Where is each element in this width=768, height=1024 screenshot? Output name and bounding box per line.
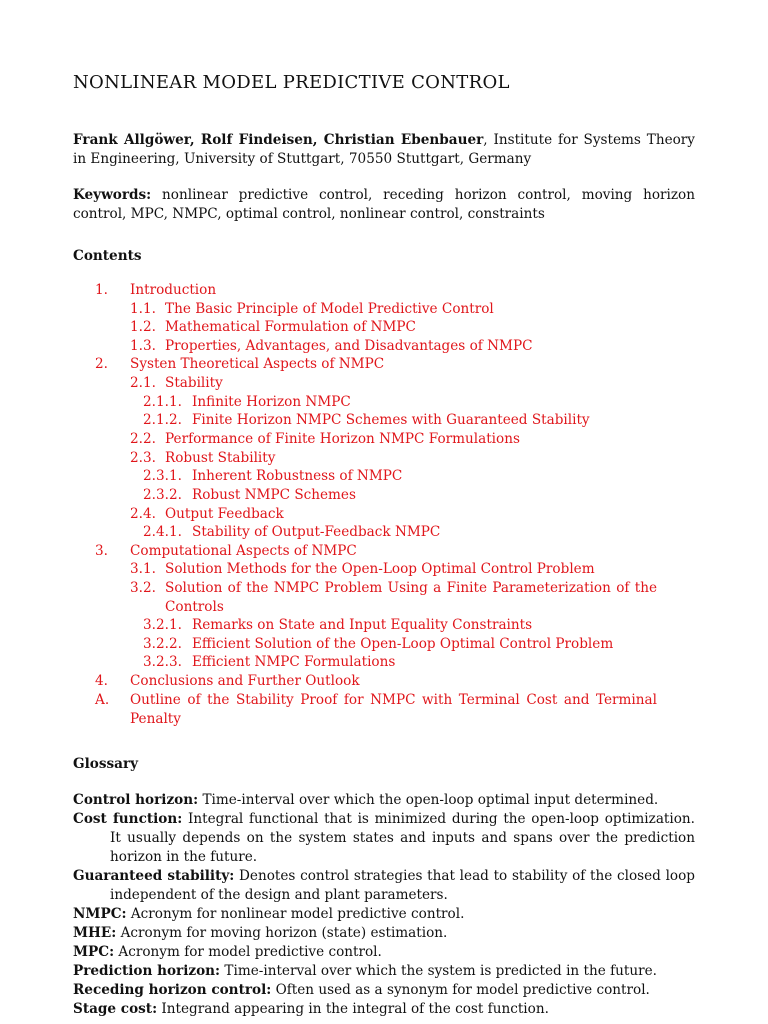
toc-item[interactable]: 2.1.2. Finite Horizon NMPC Schemes with Guaranteed Stability bbox=[143, 412, 590, 428]
author-block bbox=[73, 131, 695, 169]
toc-item[interactable]: 2.1.1. Infinite Horizon NMPC bbox=[143, 394, 351, 410]
glossary-entry: Cost function: Integral functional that is minimized during the open-loop optimization. It usually depends on the system states and inputs and spans over the prediction horizon in the future. bbox=[73, 811, 695, 865]
toc-item[interactable]: 3.1. Solution Methods for the Open-Loop Optimal Control Problem bbox=[130, 561, 595, 577]
toc-item[interactable]: 2. Systen Theoretical Aspects of NMPC bbox=[95, 356, 385, 372]
contents-heading: Contents bbox=[73, 248, 142, 264]
paper-title: NONLINEAR MODEL PREDICTIVE CONTROL bbox=[73, 72, 510, 93]
toc-item[interactable]: 2.4. Output Feedback bbox=[130, 506, 284, 522]
toc-item[interactable]: 1.2. Mathematical Formulation of NMPC bbox=[130, 319, 416, 335]
toc-item[interactable]: 1.3. Properties, Advantages, and Disadvantages of NMPC bbox=[130, 338, 533, 354]
glossary-entry: Stage cost: Integrand appearing in the integral of the cost function. bbox=[73, 1001, 549, 1017]
toc-item[interactable]: 2.3. Robust Stability bbox=[130, 450, 276, 466]
glossary-entry: MPC: Acronym for model predictive control. bbox=[73, 944, 382, 960]
toc-item[interactable]: 2.3.2. Robust NMPC Schemes bbox=[143, 487, 356, 503]
toc-item[interactable]: 3.2.2. Efficient Solution of the Open-Loop Optimal Control Problem bbox=[143, 636, 614, 652]
keywords-text: nonlinear predictive control, receding horizon control, moving horizon control, MPC, NMPC, optimal control, nonlinear control, constraints bbox=[73, 187, 695, 222]
toc-item[interactable]: 2.1. Stability bbox=[130, 375, 223, 391]
glossary-entry: Guaranteed stability: Denotes control strategies that lead to stability of the closed loop independent of the design and plant parameters. bbox=[73, 868, 695, 903]
toc-item[interactable]: 3.2.1. Remarks on State and Input Equality Constraints bbox=[143, 617, 533, 633]
toc-item[interactable]: 2.2. Performance of Finite Horizon NMPC Formulations bbox=[130, 431, 520, 447]
author-names: Frank Allgöwer, Rolf Findeisen, Christian Ebenbauer bbox=[73, 132, 484, 148]
toc-item[interactable]: 1.1. The Basic Principle of Model Predictive Control bbox=[130, 301, 494, 317]
keywords-label: Keywords: bbox=[73, 187, 152, 203]
toc-item[interactable]: 2.4.1. Stability of Output-Feedback NMPC bbox=[143, 524, 441, 540]
glossary-list bbox=[73, 791, 695, 1019]
glossary-entry: Receding horizon control: Often used as a synonym for model predictive control. bbox=[73, 982, 650, 998]
glossary-entry: NMPC: Acronym for nonlinear model predictive control. bbox=[73, 906, 465, 922]
toc-item[interactable]: 4. Conclusions and Further Outlook bbox=[95, 673, 360, 689]
glossary-entry: Control horizon: Time-interval over which the open-loop optimal input determined. bbox=[73, 792, 659, 808]
toc-item[interactable]: 1. Introduction bbox=[95, 282, 217, 298]
author-affiliation: , Institute for Systems Theory in Engineering, University of Stuttgart, 70550 Stuttgart, Germany bbox=[73, 132, 695, 167]
keywords-block bbox=[73, 186, 695, 224]
toc-item[interactable]: 3.2. Solution of the NMPC Problem Using a Finite Parameterization of the Controls bbox=[130, 580, 657, 615]
glossary-entry: Prediction horizon: Time-interval over which the system is predicted in the future. bbox=[73, 963, 657, 979]
toc-item[interactable]: A. Outline of the Stability Proof for NMPC with Terminal Cost and Terminal Penalty bbox=[95, 692, 657, 727]
toc-item[interactable]: 3. Computational Aspects of NMPC bbox=[95, 543, 357, 559]
glossary-entry: MHE: Acronym for moving horizon (state) estimation. bbox=[73, 925, 448, 941]
toc-item[interactable]: 2.3.1. Inherent Robustness of NMPC bbox=[143, 468, 403, 484]
toc-item[interactable]: 3.2.3. Efficient NMPC Formulations bbox=[143, 654, 396, 670]
glossary-heading: Glossary bbox=[73, 756, 139, 772]
